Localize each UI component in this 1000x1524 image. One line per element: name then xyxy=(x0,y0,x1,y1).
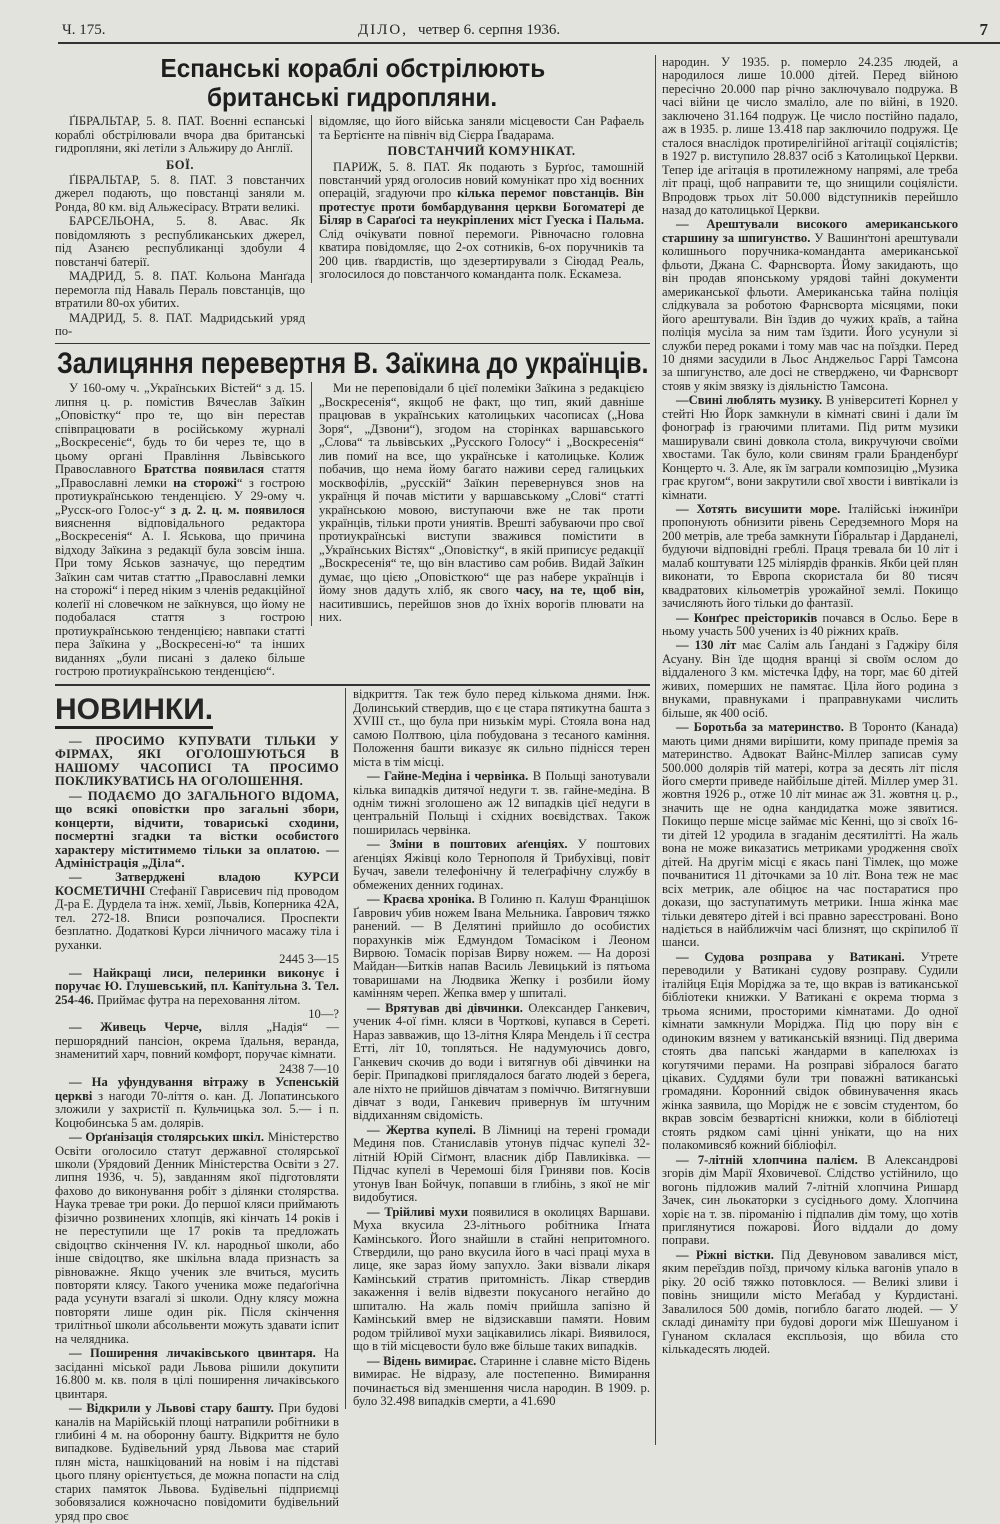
paragraph xyxy=(662,951,958,1153)
paragraph xyxy=(662,1249,958,1357)
paragraph xyxy=(353,893,650,1001)
bold-lead-text: — Зміни в поштових аґенціях. xyxy=(367,837,568,852)
ad-code: 10—? xyxy=(308,1006,339,1021)
news-title-wrap xyxy=(55,694,339,729)
news-left-items xyxy=(55,735,339,1523)
bold-lead-text: часу, на те, щоб він, xyxy=(515,583,644,598)
newspaper-name: ДІЛО, xyxy=(358,22,408,38)
paragraph xyxy=(55,382,305,678)
bold-lead-text: — Затверджені владою КУРСИ КОСМЕТИЧНІ xyxy=(55,870,339,898)
paragraph xyxy=(55,1021,339,1061)
body-text: Приймає футра на переховання літом. xyxy=(93,992,301,1007)
bold-lead-text: — Поширення личаківського цвинтаря. xyxy=(69,1346,316,1361)
right-column xyxy=(662,56,958,1358)
bold-lead-text: — Гайне-Медіна і червінка. xyxy=(367,769,529,784)
paragraph xyxy=(662,1154,958,1248)
body-text: з нагоди 70-ліття о. кан. Д. Лопатинського зложили у захристії п. Кульчицька зол. 5.— і п. Коцюбинська 5 ам. долярів. xyxy=(55,1088,339,1130)
body-text: почався в Осльо. Бере в ньому участь 500 учених із 40 ріжних країв. xyxy=(662,610,958,639)
body-text: В Лімниці на терені громади Мединя пов. Станиславів утонув підчас купелі 32-літній Юрій Сіґмонт, власник дібр Павликівка. — Підчас купелі в Черемоші біля Гриняви пов. Косів утонув Іван Бойчук, попавши в глибінь, з якої не міг видобутися. xyxy=(353,1122,650,1205)
body-text: Італійські інжинїри пропонують обнизити рівень Середземного Моря на 200 метрів, але треба замкнути Ґібральтар і Дарданелі, будуючи відповідні греблі. Праця тревала би 10 літ і малаб коштувати 125 міліярдів франків. Якби цей плян виконати, то Европа скористала би 80 тисяч квадратових кільометрів урожайної землі. Покищо зачисляють його тільки до фантазії. xyxy=(662,501,958,611)
bold-lead-text: — Краєва хроніка. xyxy=(367,892,475,907)
bold-lead-text: — Відень вимирає. xyxy=(367,1353,477,1368)
body-text: МАДРИД, 5. 8. ПАТ. Мадридський уряд по- xyxy=(55,310,305,338)
headline-line-1: Еспанські кораблі обстрілюють xyxy=(160,53,545,83)
body-text: народин. У 1935. р. померло 24.235 людей, а народилося лише 10.000 дітей. Перед війною пересічно 20.000 пар річно заключувало подружа. В часі війни це число змаліло, але по війні, в 1920. заключено 31.164 подруж. Це число постійно падало, аж в 1935. р. лише 13.418 пар заключило подружя. Це сталося внаслідок протирелігійної агітації соціялістів; в 1927 р. виступило 28.837 осіб з Католицької Церкви. Тепер іде агітація в протилежному напрямі, але треба літ праці, щоб направити те, що знищили соціялісти. Впродовж трьох літ 50.000 відступників перейшло назад до католицької Церкви. xyxy=(662,55,958,217)
bold-lead-text: —Свині люблять музику. xyxy=(676,393,823,408)
bold-lead-text: — Орґанізація столярських шкіл. xyxy=(69,1130,264,1145)
paragraph xyxy=(353,1002,650,1123)
bold-lead-text: — Арештували високого американського старшину за шпигунство. xyxy=(662,217,958,245)
subheading: ПОВСТАНЧИЙ КОМУНІКАТ. xyxy=(387,144,576,159)
body-text: має Салім аль Ґандані з Гаджіру біля Асуану. Він їде щодня вранці зі своїм ослом до віддаленого 3 км. містечка Ідфу, на торг, має 60 дітей живих, померших не памятає. Ціла його родина з внуками, правнуками і праправнуками числить більше, як 400 осіб. xyxy=(662,638,958,720)
body-text: появилися в околицях Варшави. Муха вкусила 23-літнього робітника Іґната Камінського. Його знайшли в стайні непритомного. Ствердили, що рано вкусила його в часі праці муха в лице, яке зараз йому запухло. Заки візвали лікаря Камінський стратив притомність. Лікар ствердив закаження і велів відвезти покусаного негайно до шпиталю. На жаль поміч прийшла запізно й Камінський вмер не відзискавши памяти. Новим родом трійливої мухи зацікавились лікарі. Виявилося, що в тій місцевости було вже більше таких випадків. xyxy=(353,1204,650,1354)
paragraph xyxy=(55,1076,339,1130)
bold-lead-text: — Найкращі лиси, пелеринки виконує і поручає Ю. Глушевський, пл. Капітульна 3. Тел. 254-46. xyxy=(55,965,339,1007)
paragraph xyxy=(55,871,339,952)
body-text: У поштових аґенціях Яжівці коло Тернополя й Трибухівці, повіт Бучач, завели телефонічну й телеґрафічну службу в обмежених денних годинах. xyxy=(353,837,650,892)
body-text: ПАРИЖ, 5. 8. ПАТ. Як подають з Бурґос, тамошній повстанчий уряд оголосив новий комунікат про хід воєнних операцій, згадуючи про xyxy=(319,159,644,201)
bold-lead-text: на сторожі xyxy=(173,475,237,490)
paragraph xyxy=(319,161,644,282)
paragraph xyxy=(353,1206,650,1354)
bold-lead-text: — Трійливі мухи xyxy=(367,1204,468,1219)
body-text: В Голиню п. Калуш Францішок Ґаврович убив ножем Івана Мельника. Ґаврович тяжко ранений. — В Делятині прийшло до особистих порахунків між Едмундом Томасіком і Леоном Вирвою. Томасік порізав Вирву ножем. — На дорозі Майдан—Битків напав Василь Левицький із пятьома товаришами на Людвика Жепку і розбили йому камінням череп. Жепка вмер у шпиталі. xyxy=(353,892,650,1001)
body-text: У 160-ому ч. „Українських Вістей“ з д. 15. липня ц. р. помістив Вячеслав Заїкин „Оповістку“ про те, що він перестав співпрацювати в російському журналі „Воскресеніє“, будь то би через те, що в цьому органі Правління Львівського Православного xyxy=(55,381,305,477)
news-body xyxy=(55,688,650,1524)
bold-lead-text: — Жертва купелі. xyxy=(367,1122,476,1137)
paragraph xyxy=(55,270,305,310)
body-text: МАДРИД, 5. 8. ПАТ. Кольона Манґада перемогла під Наваль Пераль повстанців, що втратили 80-ох убитих. xyxy=(55,269,305,311)
body-text: БАРСЕЛЬОНА, 5. 8. Авас. Як повідомляють з республиканських джерел, під Азанєю республиканці здобули 4 повстанчі батерії. xyxy=(55,214,305,269)
news-title: НОВИНКИ. xyxy=(55,694,213,729)
body-text: У Вашинґтоні арештували колишнього поручника-команданта американської фльоти, Джана С. Фарнсворта. Йому закидають, що він продав японському урядові тайні документи американської фльоти. Американська тайна поліція слідкувала за роботою Фарнсворта місяцями, поки його арештували. Він їздив до чужих країв, а тайна поліція мусіла за ним там їздити. Його усунули зі служби перед роками і тому мав час на поїздки. Перед 10 днями засудили в Льос Анджельос Гаррі Тамсона за шпигунство, але досі не стверджено, чи Фарнсворт стояв у якім звязку із діяльністю Тамсона. xyxy=(662,230,958,393)
bold-lead-text: — Хотять висушити море. xyxy=(676,501,841,516)
body-text: Стефанії Гаврисевич під проводом Д-ра Е. Дурдела та інж. хемії, Львів, Коперника 42А, тел. 272-18. Вписи розпочалися. Проспекти безплатно. Додаткові Курси лічничого масажу тіла і руханки. xyxy=(55,883,339,952)
bold-lead-text: з д. 2. ц. м. появилося xyxy=(170,502,305,517)
bold-lead-text: — Відкрили у Львові стару башту. xyxy=(69,1401,274,1416)
bold-lead-text: — Конґрес преісториків xyxy=(676,610,818,625)
body-text: В Александрові згорів дім Марії Яховичевої. Слідство устійнило, що вогонь підложив малий 7-літній хлопчина Ришард Зачек, син льокаторки з сусіднього дому. Хлопчина хоріє на т. зв. піроманію і підпалив дім тому, що хотів приглянутися пожарові. Його віддали до дому поправи. xyxy=(662,1152,958,1248)
paragraph xyxy=(55,967,339,1007)
bold-lead-text: — Врятував дві дівчинки. xyxy=(367,1000,523,1015)
paragraph xyxy=(319,115,644,142)
news-left-column xyxy=(55,688,345,1524)
headline-zaikin: Залицяння перевертня В. Заїкина до українців. xyxy=(56,347,649,381)
body-text: В університеті Корнел у стейті Ню Йорк замкнули в кімнаті свині і дали їм фонограф із граючими плитами. Під ритм музики маширували свині довкола стола, викручуючи своїми хвостами. Так було, коли свиням грали Бранденбурґ Концерто ч. 3. Але, як їм заграли композицію „Музика грає кругом“, вони закрутили свої хвости і вивтікали із кімнати. xyxy=(662,393,958,502)
body-text: “ з гострою протиукраїнською тенденцією. У 29-ому ч. „Русск-ого Голос-у“ xyxy=(55,475,305,517)
body-text: Старинне і славне місто Відень вимирає. Не відразу, але постепенно. Вимирання починається від зменшення числа народин. В 1909. р. було 32.498 випадків смерти, а 41.690 xyxy=(353,1353,650,1408)
bold-lead-text: Братства появилася xyxy=(143,462,265,477)
paragraph xyxy=(55,735,339,789)
body-text: Міністерство Освіти оголосило статут державної столярської школи (Урядовий Денник Міністерства Освіти з 27. липня 1936, ч. 5), завданням якої підготовляти фахово до виконування робіт з ділянки столярства. Наука тревае три роки. До першої кляси приймають фізично розвинених хлопців, які кінчать 14 років і не переступили ще 17 років та предложать свідоцтво скінчення IV. кл. народньої школи, або інше свідоцтво, яке шкільна влада признасть за рівноважне. Якщо ученик зле вчиться, мусить повторяти клясу. Такого ученика може педаґоґічна рада усунути взагалі зі школи. Одну клясу можна повторяти лише один рік. Після скінчення трилітньої школи абсольвенти можуть здавати іспит на челядника. xyxy=(55,1130,339,1346)
bold-lead-text: — Живець Черче, xyxy=(69,1020,202,1035)
body-text: ҐІБРАЛЬТАР, 5. 8. ПАТ. Воєнні еспанські кораблі обстрілювали вчора два британські гидропляни, які летіли з Альжиру до Англії. xyxy=(55,114,305,156)
top-article-body xyxy=(55,115,650,339)
top-article-left-column xyxy=(55,115,311,339)
zaikin-body xyxy=(55,382,650,679)
body-text: На засіданні міської ради Львова рішили докупити 16.800 м. кв. поля в цілі поширення личаківського цвинтаря. xyxy=(55,1346,339,1401)
body-text: стаття „Православні лемки xyxy=(55,462,305,490)
bold-lead-text: кілька перемог повстанців. Він протестує проти бомбардування церкви Богоматері де Біляр в Сараґосі та неукріплених міст Гуеска і Пальма. xyxy=(319,186,644,228)
paragraph xyxy=(55,174,305,214)
masthead-title xyxy=(358,22,560,39)
section-rule xyxy=(55,343,650,344)
bold-lead-text: — 7-літній хлопчина палієм. xyxy=(676,1152,858,1167)
masthead xyxy=(58,20,988,40)
paragraph xyxy=(662,56,958,217)
top-article-mid-column xyxy=(311,115,644,282)
paragraph xyxy=(662,612,958,639)
column-rule-right xyxy=(655,55,656,1445)
paragraph xyxy=(353,838,650,892)
paragraph xyxy=(55,1402,339,1523)
paragraph xyxy=(55,215,305,269)
bold-lead-text: — ПРОСИМО КУПУВАТИ ТІЛЬКИ У ФІРМАХ, ЯКІ ОГОЛОШУЮТЬСЯ В НАШОМУ ЧАСОПИСІ ТА ПРОСИМО ПОКЛИКУВАТИСЬ НА ОГОЛОШЕННЯ. xyxy=(55,733,339,789)
bold-lead-text: — Боротьба за материнство. xyxy=(676,720,844,735)
zaikin-left-column xyxy=(55,382,311,679)
paragraph xyxy=(55,1347,339,1401)
paragraph xyxy=(319,382,644,624)
body-text: В Торонто (Канада) мають цими днями вирішити, кому припаде премія за материнство. Адвокат Вайнс-Міллер записав суму 500.000 долярів тій матері, котра за десять літ після його смерти приведе найбільше дітей. Міллер умер 31. жовтня 1926 р., отже 10 літ минає аж 31. жовтня ц. р., значить ще не одна кандидатка може зявитися. Покищо перше місце займає міс Кенні, що зі своїх 16-ти дітей 12 уродила в згаданім десятилітті. На жаль вона не може виказатись метриками уродження своїх дітей. На другім місці є якась пані Тімлек, що може почванитися 11 діточками за 10 літ. Вона теж не має всіх метрик, але обіцює на час постаратися про докази, що заступатимуть метрики. Інша жінка має тільки девятеро дітей і всі правно зареєстровані. Воно надіється в найближчім часі близнят, що скріпилоб її шанси. xyxy=(662,720,958,950)
body-text: ҐІБРАЛЬТАР, 5. 8. ПАТ. З повстанчих джерел подають, що повстанці заняли м. Ронда, 80 км. від Альжесірасу. Втрати великі. xyxy=(55,173,305,214)
paragraph xyxy=(55,115,305,155)
body-text: вияснення відповідального редактора „Воскресенія“ А. І. Яськова, що причина відходу Заїкина з редакції була зовсім інша. При тому Яськов зазначує, що передтим Заїкин сам читав статтю „Православні лемки на сторожі“ і перед ніким з членів редакційної колеґії ні словечком не заїкнувся, що йому не подобалася стаття з гострою протиукраїнською тенденцією; навпаки статті пера Заїкина у „Воскресені-ю“ та інших виданнях „були писані з далеко більше гострою протиукраїнською тенденцією“. xyxy=(55,515,305,678)
issue-number: Ч. 175. xyxy=(62,22,106,38)
body-text: відомляє, що його війська заняли місцевости Сан Рафаель та Бертієнте на північ від Сієрра Ґвадарама. xyxy=(319,114,644,142)
bold-lead-text: — ПОДАЄМО ДО ЗАГАЛЬНОГО ВІДОМА, що всякі оповістки про загальні збори, концерти, відчити, товариські сходини, посмертні згадки та вістки особистого характеру міститимемо тільки за оплатою. — Адміністрація „Діла“. xyxy=(55,788,339,870)
left-area xyxy=(55,54,650,1524)
paragraph xyxy=(662,639,958,720)
paragraph xyxy=(353,770,650,837)
body-text: наситившись, перейшов знов до їхніх ворогів плювати на них. xyxy=(319,596,644,625)
paragraph xyxy=(353,1355,650,1409)
paragraph xyxy=(662,218,958,393)
paragraph xyxy=(55,1131,339,1346)
news-mid-column xyxy=(345,688,650,1409)
page-number: 7 xyxy=(979,20,988,39)
body-text: вілля „Надія“ — першорядний пансіон, окрема їдальня, веранда, знаменитий харч, повний комфорт, поручає кімнати. xyxy=(55,1020,339,1062)
ad-code: 2445 3—15 xyxy=(279,952,339,967)
body-text: Олександер Ганкевич, ученик 4-ої ґімн. кляси в Чорткові, купався в Сереті. Нараз завважив, що 13-літня Кляра Мендель і її сестра Етті, літ 10, топляться. Не надумуючись довго, Ганкевич скочив до води і витягнув обі дівчинки на беріг. Припадкові приглядалося багато людей з берега, але ніхто не прийшов дівчатам з поміччю. Витягнувши дівчат з води, Ганкевич привернув їм штучним віддиханням свідомість. xyxy=(353,1000,650,1123)
headline-wrap xyxy=(55,347,650,380)
paragraph xyxy=(662,394,958,502)
body-text: Під Девуновом завалився міст, яким переїздив поїзд, причому кілька вагонів упало в ріку. 20 осіб тяжко потовклося. — Великі зливи і повінь знищили місто Меґабад у Курдистані. Завалилося 500 домів, погибло багато людей. — У складі динаміту при будові дороги між Шешуаном і Гунаном склалася експльозія, що вбила сто кількадесять людей. xyxy=(662,1247,958,1357)
body-text: В Польщі занотували кілька випадків дитячої недуги т. зв. гайне-медіна. В однім тижні зголошено аж 12 випадків цієї недуги в центральній Польщі і східних воєвідствах. Також поширилась червінка. xyxy=(353,769,650,837)
section-rule xyxy=(55,684,650,686)
body-text: Ми не переповідали б цієї полеміки Заїкина з редакцією „Воскресенія“, якщоб не факт, що тип, який давніше працював в українських католицьких часописах („Нова Зоря“, „Дзвони“), згодом на сторінках варшавського „Слова“ та львівських „Русского Голосу“ і „Воскресенія“ лив помиї на все, що українське і католицьке. Колиж побачив, що нема йому багато наживи серед галицьких москвофілів, „русскій“ Заїкин перевернувся знов на українця й почав містити у варшавському „Слові“ статті українською мовою, виступаючи вже не так проти українців, тільки проти униятів. Врешті забуваючи про свої протиукраїнські виступи зважився помістити в „Українських Вістях“ „Оповістку“, в якій приписує редакції „Воскресенія“ те, що він властиво сам робив. Видай Заїкин думає, що цією „Оповісткою“ ще раз набере українців і йому знов дадуть хліб, як свого xyxy=(319,381,644,598)
body-text: відкриття. Так теж було перед кількома днями. Інж. Долинський ствердив, що є це стара пятикутна башта з XVIII ст., що була при низькім мурі. Стояла вона над самою Полтвою, ціла побудована з тесаного каміння. Положення башти виказує як сильно піднісся терен міста в тім місці. xyxy=(353,687,650,769)
body-text: Утрете переводили у Ватикані судову розправу. Судили італійця Еція Моріджа за те, що вкрав із ватиканської бібліотеки книжки. У Ватикані є окрема тюрма з трьома ясними, просторими кімнатами. До одної кімнати замкнули Моріджа. Під цю пору він є одиноким вязнем у ватиканській вязниці. Під дверима стоять два папські жандарми в капелюхах із когутячими перами. На розправі зібралося багато цікавих. Суддями були три поважні ватиканські громадяни. Коронний свідок обвинувачення якась жінка заявила, що Морідж не є зовсім студентом, бо вкрав зовсім безвартісні книжки, коли в бібліотеці стоять рядком самі цінні унікати, що на них полакомивсяб кожний бібліофіл. xyxy=(662,949,958,1153)
paragraph xyxy=(55,790,339,871)
bold-lead-text: — Судова розправа у Ватикані. xyxy=(676,949,905,964)
headline-line-2: британські гидропляни. xyxy=(207,81,498,112)
headline-wrap xyxy=(55,83,650,112)
bold-lead-text: — На уфундування вітражу в Успенській церкві xyxy=(55,1075,339,1103)
masthead-rule xyxy=(58,42,1000,44)
bold-lead-text: — 130 літ xyxy=(676,638,737,653)
zaikin-mid-column xyxy=(311,382,644,625)
issue-date: четвер 6. серпня 1936. xyxy=(417,22,561,38)
body-text: При будові каналів на Марійській площі натрапили робітники в глибині 4 м. на оборонну башту. Відкриття не було випадкове. Будівельний уряд Львова має старий плян міста, нашкіцований на новім і на підставі цього пляну орієнтується, де можна попасти на слід старих памяток Львова. Будівельні підприємці зобовязалися кожночасно повідомити будівельний уряд про своє xyxy=(55,1401,340,1523)
paragraph xyxy=(662,503,958,611)
paragraph xyxy=(662,721,958,950)
bold-lead-text: — Ріжні вістки. xyxy=(676,1247,774,1262)
subheading: БОЇ. xyxy=(165,157,195,172)
paragraph xyxy=(55,312,305,339)
headline-wrap xyxy=(55,54,650,83)
body-text: Слід очікувати повної перемоги. Рівночасно головна кватира повідомляє, що 2-ох сотників, 6-ох поручників та 200 цив. ґвардистів, що здезертирували з Сіюдад Реаль, зголосилося до повстанчого команданта полк. Ескамеза. xyxy=(319,226,644,282)
paragraph xyxy=(353,1124,650,1205)
paragraph xyxy=(353,688,650,769)
ad-code: 2438 7—10 xyxy=(279,1061,339,1076)
